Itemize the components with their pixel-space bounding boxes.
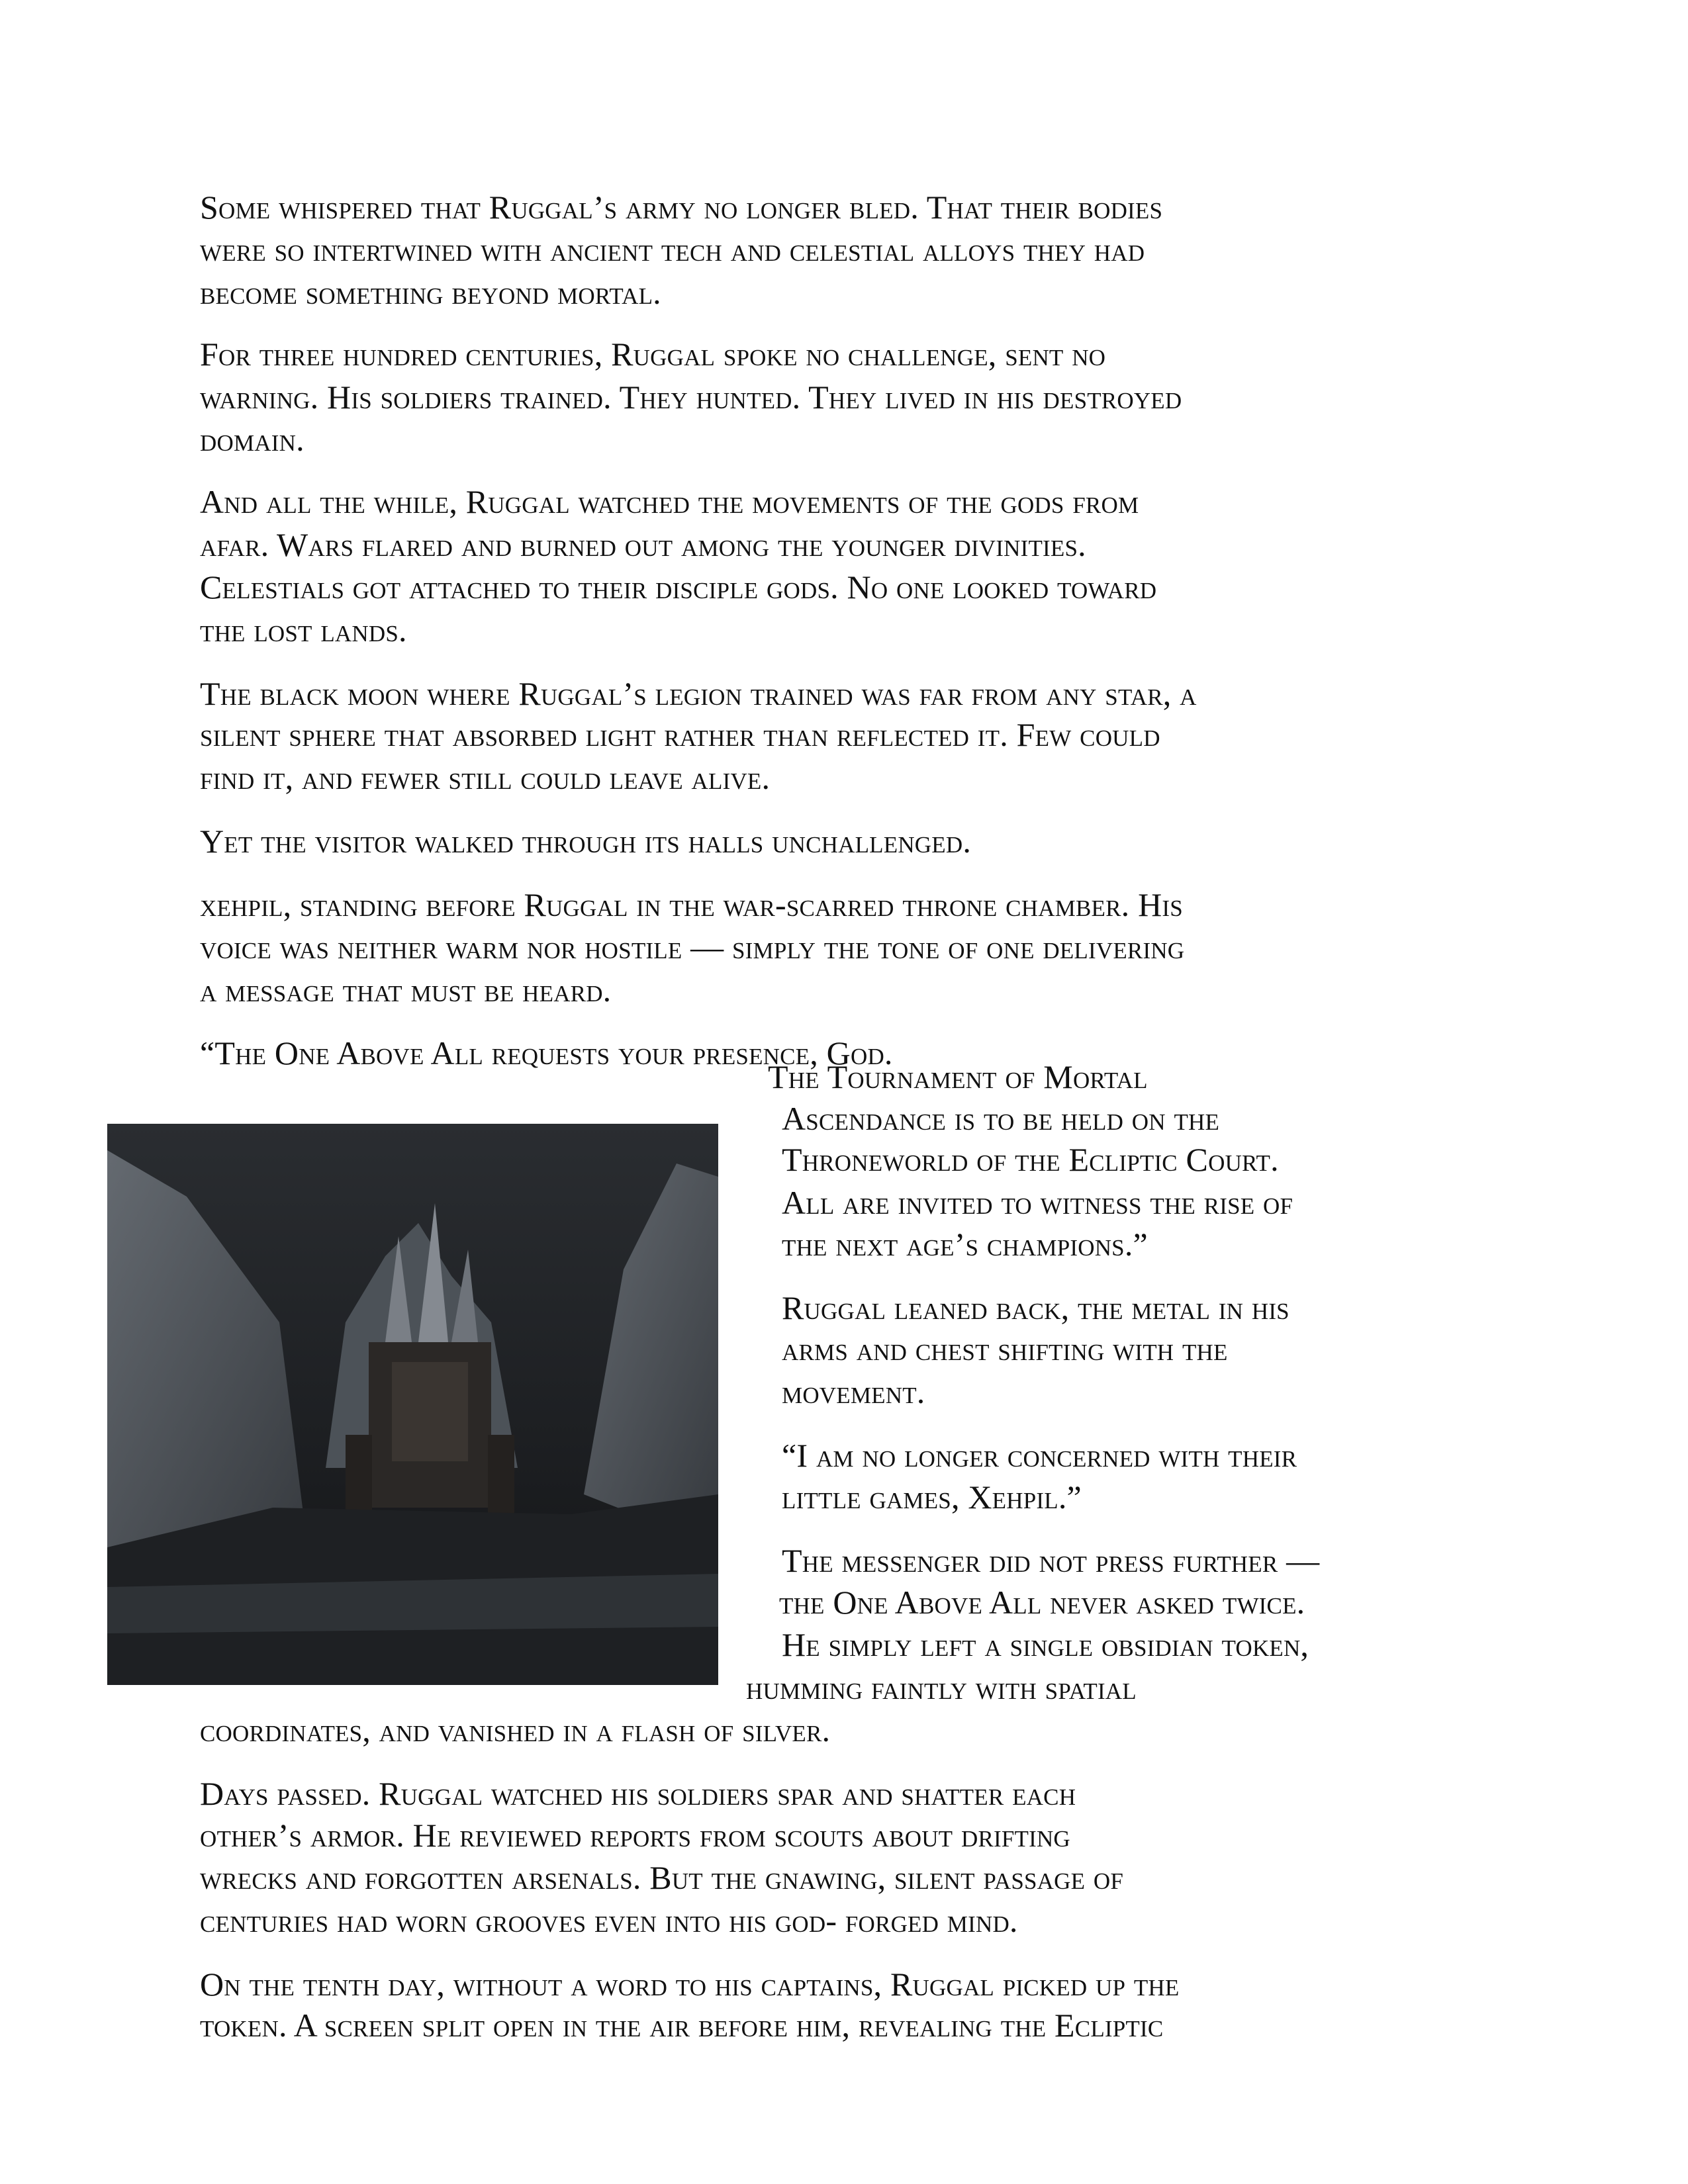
- text-line: For three hundred centuries, Ruggal spoke no challenge, sent no: [200, 336, 1106, 373]
- text-line: movement.: [782, 1373, 925, 1410]
- text-line: He simply left a single obsidian token,: [782, 1626, 1309, 1663]
- text-line: All are invited to witness the rise of: [782, 1184, 1293, 1221]
- throne-illustration: [107, 1124, 718, 1685]
- text-line: “The One Above All requests your presence, God.: [200, 1034, 893, 1071]
- text-line: token. A screen split open in the air before him, revealing the Ecliptic: [200, 2007, 1164, 2044]
- text-line: Throneworld of the Ecliptic Court.: [782, 1141, 1279, 1178]
- text-line: Days passed. Ruggal watched his soldiers spar and shatter each: [200, 1775, 1076, 1812]
- text-line: humming faintly with spatial: [746, 1669, 1137, 1706]
- text-line: xehpil, standing before Ruggal in the war-scarred throne chamber. His: [200, 886, 1183, 923]
- text-line: wrecks and forgotten arsenals. But the gnawing, silent passage of: [200, 1859, 1124, 1896]
- text-line: The messenger did not press further —: [782, 1542, 1320, 1579]
- text-line: afar. Wars flared and burned out among the younger divinities.: [200, 526, 1086, 563]
- text-line: The Tournament of Mortal: [768, 1058, 1148, 1095]
- text-line: centuries had worn grooves even into his god- forged mind.: [200, 1902, 1018, 1939]
- text-line: warning. His soldiers trained. They hunted. They lived in his destroyed: [200, 379, 1182, 416]
- text-line: Some whispered that Ruggal’s army no longer bled. That their bodies: [200, 189, 1163, 226]
- text-line: Ruggal leaned back, the metal in his: [782, 1289, 1289, 1326]
- text-line: the next age’s champions.”: [782, 1226, 1148, 1263]
- text-line: domain.: [200, 421, 305, 458]
- text-line: the One Above All never asked twice.: [779, 1584, 1305, 1621]
- text-line: find it, and fewer still could leave alive.: [200, 759, 771, 796]
- text-line: little games, Xehpil.”: [782, 1479, 1082, 1516]
- text-line: become something beyond mortal.: [200, 274, 661, 311]
- text-line: On the tenth day, without a word to his captains, Ruggal picked up the: [200, 1966, 1180, 2003]
- text-line: Yet the visitor walked through its halls unchallenged.: [200, 823, 972, 860]
- text-line: voice was neither warm nor hostile — simply the tone of one delivering: [200, 929, 1185, 966]
- text-line: a message that must be heard.: [200, 972, 612, 1009]
- text-line: other’s armor. He reviewed reports from scouts about drifting: [200, 1817, 1070, 1854]
- text-line: And all the while, Ruggal watched the movements of the gods from: [200, 483, 1139, 520]
- text-line: arms and chest shifting with the: [782, 1330, 1228, 1367]
- text-line: silent sphere that absorbed light rather than reflected it. Few could: [200, 716, 1160, 753]
- text-line: “I am no longer concerned with their: [782, 1437, 1297, 1474]
- text-line: Ascendance is to be held on the: [782, 1100, 1220, 1137]
- text-line: The black moon where Ruggal’s legion trained was far from any star, a: [200, 675, 1197, 712]
- text-line: the lost lands.: [200, 612, 407, 649]
- text-line: Celestials got attached to their disciple gods. No one looked toward: [200, 569, 1157, 606]
- text-line: were so intertwined with ancient tech and celestial alloys they had: [200, 231, 1145, 268]
- text-line: coordinates, and vanished in a flash of silver.: [200, 1711, 831, 1749]
